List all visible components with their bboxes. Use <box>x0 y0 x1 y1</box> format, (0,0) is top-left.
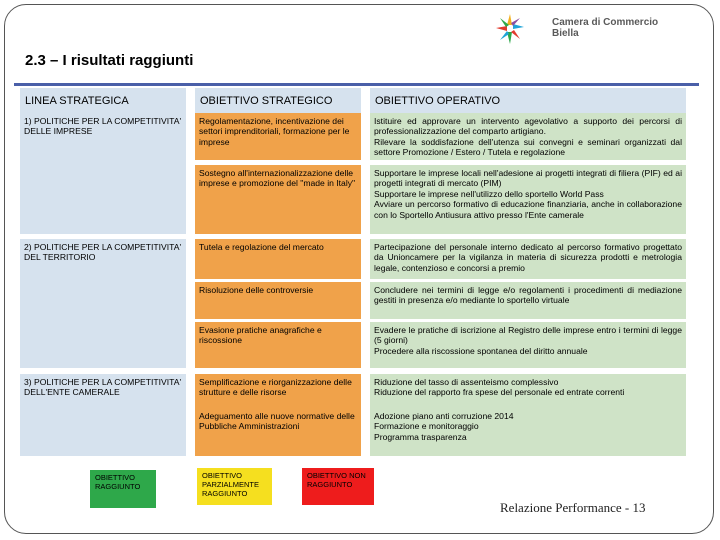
legend-non-raggiunto: OBIETTIVO NON RAGGIUNTO <box>302 468 374 505</box>
chamber-logo-icon <box>496 14 524 44</box>
strategico-cell-6: Semplificazione e riorganizzazione delle strutture e delle risorse <box>195 374 361 408</box>
footer-page-label: Relazione Performance - 13 <box>500 500 646 515</box>
line-3-cell: 3) POLITICHE PER LA COMPETITIVITA' DELL'ENTE CAMERALE <box>20 374 186 456</box>
line-1-cell: 1) POLITICHE PER LA COMPETITIVITA' DELLE IMPRESE <box>20 113 186 234</box>
operativo-cell-1: Istituire ed approvare un intervento agevolativo a supporto dei percorsi di professionalizzazione del comparto artigiano. Rilevare la soddisfazione dell'utenza sui convegni e seminari organizzati dal settore Promozione / Estero / Tutela e regolazione <box>370 113 686 160</box>
col-header-linea: LINEA STRATEGICA <box>20 88 186 114</box>
logo-line-2: Biella <box>552 28 579 39</box>
strategico-cell-7: Adeguamento alle nuove normative delle Pubbliche Amministrazioni <box>195 408 361 456</box>
operativo-cell-6: Riduzione del tasso di assenteismo complessivo Riduzione del rapporto fra spese del personale ed entrate correnti <box>370 374 686 408</box>
operativo-cell-2: Supportare le imprese locali nell'adesione ai progetti integrati di filiera (PIF) ed ai progetti integrati di mercato (PIM) Supportare le imprese nell'utilizzo dello sportello World Pass Avviare un percorso formativo di educazione finanziaria, anche in collaborazione con lo Sportello Antiusura attivo presso l'Ente camerale <box>370 165 686 234</box>
operativo-cell-5: Evadere le pratiche di iscrizione al Registro delle imprese entro i termini di legge (5 giorni) Procedere alla riscossione spontanea del diritto annuale <box>370 322 686 368</box>
strategico-cell-3: Tutela e regolazione del mercato <box>195 239 361 279</box>
operativo-cell-4: Concludere nei termini di legge e/o regolamenti i procedimenti di mediazione gestiti in presenza e/o mediante lo sportello virtuale <box>370 282 686 319</box>
legend-parziale: OBIETTIVO PARZIALMENTE RAGGIUNTO <box>197 468 272 505</box>
title-divider <box>14 83 699 86</box>
legend-raggiunto: OBIETTIVO RAGGIUNTO <box>90 470 156 508</box>
strategico-cell-5: Evasione pratiche anagrafiche e riscossione <box>195 322 361 368</box>
strategico-cell-4: Risoluzione delle controversie <box>195 282 361 319</box>
chamber-logo-text <box>552 17 658 39</box>
strategico-cell-2: Sostegno all'internazionalizzazione delle imprese e promozione del "made in Italy" <box>195 165 361 234</box>
col-header-strategico: OBIETTIVO STRATEGICO <box>195 88 361 114</box>
line-2-cell: 2) POLITICHE PER LA COMPETITIVITA' DEL TERRITORIO <box>20 239 186 368</box>
logo-line-1: Camera di Commercio <box>552 17 659 28</box>
operativo-cell-7: Adozione piano anti corruzione 2014 Formazione e monitoraggio Programma trasparenza <box>370 408 686 456</box>
strategico-cell-1: Regolamentazione, incentivazione dei settori imprenditoriali, formazione per le imprese <box>195 113 361 160</box>
operativo-cell-3: Partecipazione del personale interno dedicato al percorso formativo progettato da Unioncamere per la vigilanza in materia di sicurezza prodotti e metrologia legale, contenzioso e concorsi a premio <box>370 239 686 279</box>
col-header-operativo: OBIETTIVO OPERATIVO <box>370 88 686 114</box>
page-title: 2.3 – I risultati raggiunti <box>25 52 194 69</box>
